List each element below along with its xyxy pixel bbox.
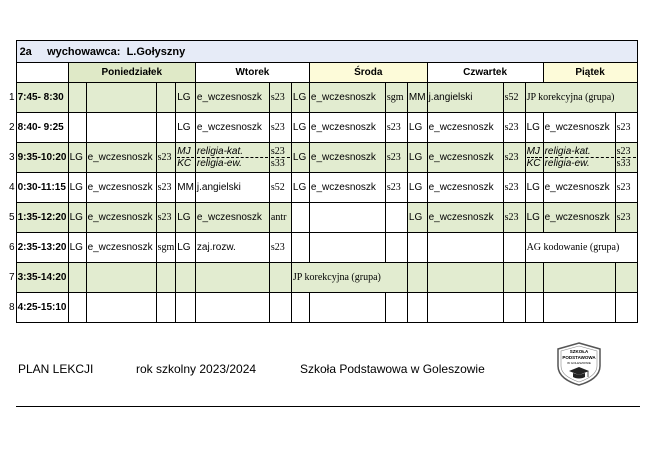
teacher-code: LG [525,203,543,233]
badge-text-top: SZKOŁA [569,349,589,354]
room: sgm [385,83,407,113]
room: s23 [503,143,525,173]
room: s23 [271,146,290,158]
group-lesson: JP korekcyjna (grupa) [525,83,637,113]
teacher-code: LG [291,173,309,203]
teacher-code: LG [525,113,543,143]
room: s23 [503,203,525,233]
room: s23 [156,173,176,203]
subject: religia-ew. [196,158,242,169]
teacher-code-split [176,143,196,173]
badge-text-mid: PODSTAWOWA [562,355,596,360]
room: s33 [616,158,631,169]
subject: e_wczesnoszk [543,173,615,203]
day-friday: Piątek [543,63,637,83]
subject-split [543,143,615,173]
room: s23 [269,113,291,143]
subject: e_wczesnoszk [309,113,385,143]
school-year: rok szkolny 2023/2024 [136,362,257,376]
teacher-code: LG [68,173,86,203]
teacher-code: LG [176,113,196,143]
subject: religia-kat. [197,146,268,158]
subject: e_wczesnoszk [543,203,615,233]
room: s23 [156,143,176,173]
teacher-code: KC [177,158,192,169]
room: s23 [156,203,176,233]
teacher-code: LG [291,143,309,173]
teacher-code: LG [407,173,427,203]
row-number: 3 [9,152,15,163]
teacher-code: LG [291,83,309,113]
subject: religia-kat. [545,146,614,158]
group-lesson: AG kodowanie (grupa) [525,233,637,263]
group-lesson: JP korekcyjna (grupa) [291,263,407,293]
row-number: 7 [9,272,15,283]
lesson-row [8,143,637,173]
row-number: 4 [9,182,15,193]
subject: e_wczesnoszk [86,173,156,203]
lesson-row [8,203,637,233]
subject-split [195,143,269,173]
teacher-code: LG [407,203,427,233]
teacher-code: LG [525,173,543,203]
class-header [16,41,637,63]
teacher-code-split [525,143,543,173]
room: sgm [156,233,176,263]
room: s23 [385,173,407,203]
teacher-code: MJ [526,146,540,157]
room: s23 [385,143,407,173]
room: s52 [503,83,525,113]
lesson-time: 7:45- 8:30 [16,83,68,113]
teacher-code: LG [176,83,196,113]
room: s23 [503,173,525,203]
time-header [16,63,68,83]
teacher-code: LG [68,143,86,173]
footer-divider [16,406,640,407]
subject: e_wczesnoszk [86,203,156,233]
room: antr [269,203,291,233]
lesson-time: 4:25-15:10 [16,293,68,323]
teacher-code: MM [176,173,196,203]
lesson-time: 2:35-13:20 [16,233,68,263]
subject: e_wczesnoszk [427,173,503,203]
timetable-grid [8,40,638,323]
room: s23 [615,113,637,143]
subject: e_wczesnoszk [195,83,269,113]
lesson-row [8,263,637,293]
day-thursday: Czwartek [427,63,543,83]
room: s33 [270,158,285,169]
plan-label: PLAN LEKCJI [18,362,94,376]
lesson-time: 8:40- 9:25 [16,113,68,143]
room: s52 [269,173,291,203]
row-number: 1 [9,92,15,103]
teacher-code: LG [407,113,427,143]
room: s23 [617,146,636,158]
subject: religia-ew. [544,158,590,169]
teacher-code: LG [176,233,196,263]
subject: e_wczesnoszk [427,203,503,233]
room: s23 [385,113,407,143]
subject: e_wczesnoszk [427,113,503,143]
school-logo-icon [556,342,602,386]
subject: e_wczesnoszk [309,83,385,113]
lesson-row [8,233,637,263]
room: s23 [503,113,525,143]
room-split [269,143,291,173]
subject: e_wczesnoszk [543,113,615,143]
timetable [8,40,638,323]
subject: j.angielski [427,83,503,113]
teacher-code: KC [526,158,541,169]
row-number: 2 [9,122,15,133]
teacher-code: LG [291,113,309,143]
subject: e_wczesnoszk [309,143,385,173]
subject: e_wczesnoszk [86,233,156,263]
subject: e_wczesnoszk [86,143,156,173]
day-monday: Poniedziałek [68,63,195,83]
teacher-code: MM [407,83,427,113]
lesson-time: 9:35-10:20 [16,143,68,173]
teacher-code: LG [68,233,86,263]
room: s23 [615,173,637,203]
teacher-code: LG [407,143,427,173]
room: s23 [269,83,291,113]
subject: zaj.rozw. [195,233,269,263]
subject: e_wczesnoszk [309,173,385,203]
subject: j.angielski [195,173,269,203]
teacher-name: L.Gołyszny [126,45,186,58]
row-number: 8 [9,302,15,313]
lesson-time: 1:35-12:20 [16,203,68,233]
school-name: Szkoła Podstawowa w Goleszowie [300,362,485,376]
subject: e_wczesnoszk [195,113,269,143]
lesson-row [8,113,637,143]
room: s23 [269,233,291,263]
row-number: 6 [9,242,15,253]
lesson-row [8,83,637,113]
lesson-time: 3:35-14:20 [16,263,68,293]
lesson-time: 0:30-11:15 [16,173,68,203]
subject: e_wczesnoszk [195,203,269,233]
room-split [615,143,637,173]
teacher-code: MJ [177,146,194,158]
lesson-row [8,293,637,323]
row-number: 5 [9,212,15,223]
subject: e_wczesnoszk [427,143,503,173]
room: s23 [615,203,637,233]
lesson-row [8,173,637,203]
day-wednesday: Środa [309,63,427,83]
badge-text-bottom: W GOLESZOWIE [567,361,591,365]
teacher-code: LG [68,203,86,233]
day-tuesday: Wtorek [195,63,309,83]
teacher-label: wychowawca: [47,45,121,58]
teacher-code: LG [176,203,196,233]
class-name: 2a [19,45,32,58]
